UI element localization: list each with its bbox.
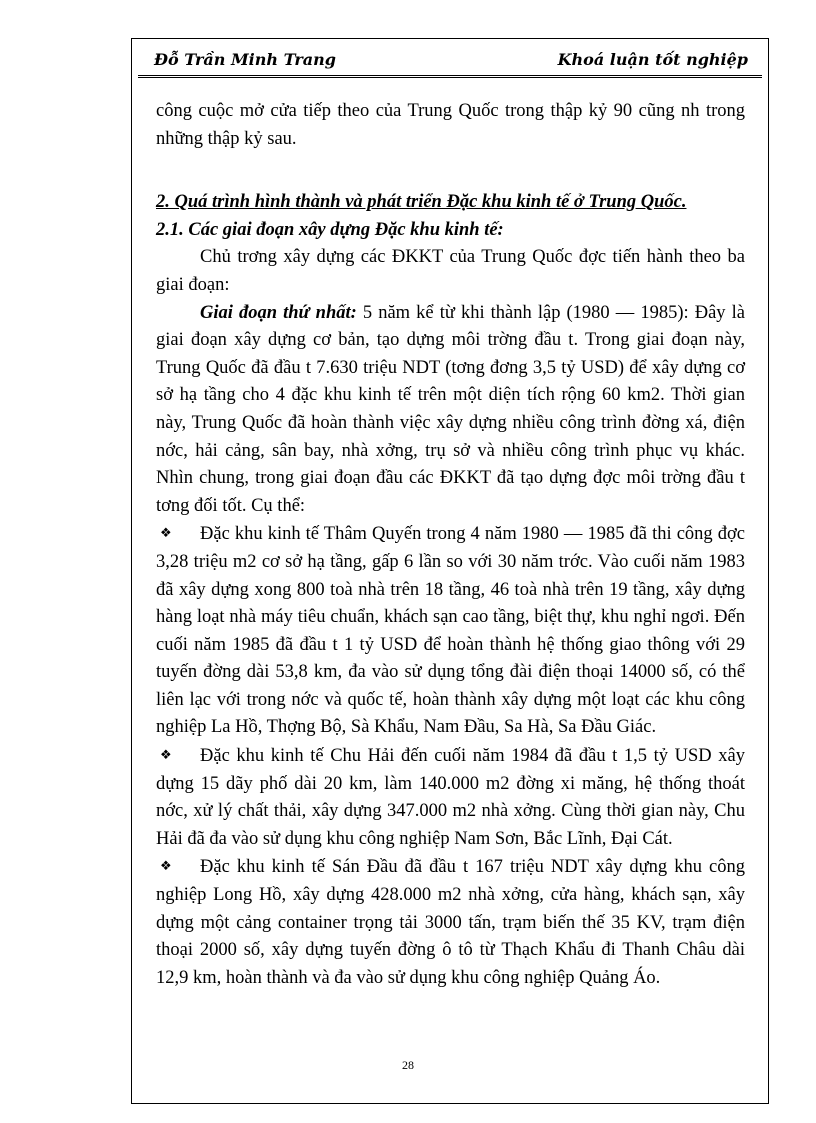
page-header (138, 46, 762, 78)
phase1-label: Giai đoạn thứ nhất: (200, 302, 357, 323)
bullet-text: Đặc khu kinh tế Thâm Quyến trong 4 năm 1980 — 1985 đã thi công đợc 3,28 triệu m2 cơ sở hạ tầng, gấp 6 lần so với 30 năm trớc. Vào cuối năm 1983 đã xây dựng xong 800 toà nhà trên 18 tầng, 46 toà nhà trên 19 tầng, xây dựng hàng loạt nhà máy tiêu chuẩn, khách sạn cao tầng, biệt thự, khu nghỉ ngơi. Đến cuối năm 1985 đã đầu t 1 tỷ USD để hoàn thành hệ thống giao thông với 29 tuyến đờng dài 53,8 km, đa vào sử dụng tổng đài điện thoại 14000 số, có thể liên lạc với trong nớc và quốc tế, hoàn thành xây dựng một loạt các khu công nghiệp La Hồ, Thợng Bộ, Sà Khẩu, Nam Đầu, Sa Hà, Sa Đầu Giác. (156, 524, 745, 738)
bullet-item (156, 742, 745, 853)
header-author: Đỗ Trần Minh Trang (154, 50, 336, 69)
diamond-bullet-icon: ❖ (160, 526, 172, 542)
document-body (156, 98, 745, 992)
section-heading: 2. Quá trình hình thành và phát triển Đặc khu kinh tế ở Trung Quốc. (156, 192, 687, 213)
header-doc-type: Khoá luận tốt nghiệp (557, 50, 748, 69)
bullet-text: Đặc khu kinh tế Chu Hải đến cuối năm 1984 đã đầu t 1,5 tỷ USD xây dựng 15 dãy phố dài 20 km, làm 140.000 m2 đờng xi măng, hệ thống thoát nớc, xử lý chất thải, xây dựng 347.000 m2 nhà xởng. Cùng thời gian này, Chu Hải đã đa vào sử dụng khu công nghiệp Nam Sơn, Bắc Lĩnh, Đại Cát. (156, 746, 745, 849)
bullet-text: Đặc khu kinh tế Sán Đầu đã đầu t 167 triệu NDT xây dựng khu công nghiệp Long Hồ, xây dựng 428.000 m2 nhà xởng, cửa hàng, khách sạn, xây dựng một cảng container trọng tải 3000 tấn, trạm biến thế 35 KV, trạm điện thoại 2000 số, xây dựng tuyến đờng ô tô từ Thạch Khẩu đi Thanh Châu dài 12,9 km, hoàn thành và đa vào sử dụng khu công nghiệp Quảng Áo. (156, 857, 745, 988)
phase1-paragraph (156, 300, 745, 521)
bullet-item (156, 853, 745, 992)
bullet-item (156, 520, 745, 742)
overview-paragraph: Chủ trơng xây dựng các ĐKKT của Trung Quốc đợc tiến hành theo ba giai đoạn: (156, 247, 745, 295)
diamond-bullet-icon: ❖ (160, 748, 172, 764)
diamond-bullet-icon: ❖ (160, 859, 172, 875)
intro-paragraph: công cuộc mở cửa tiếp theo của Trung Quốc trong thập kỷ 90 cũng nh trong những thập kỷ sau. (156, 101, 745, 149)
subsection-heading: 2.1. Các giai đoạn xây dựng Đặc khu kinh tế: (156, 219, 504, 240)
page-number: 28 (402, 1058, 414, 1072)
phase1-text: 5 năm kể từ khi thành lập (1980 — 1985): Đây là giai đoạn xây dựng cơ bản, tạo dựng môi trờng đầu t. Trong giai đoạn này, Trung Quốc đã đầu t 7.630 triệu NDT (tơng đơng 3,5 tỷ USD) để xây dựng cơ sở hạ tầng cho 4 đặc khu kinh tế trên một diện tích rộng 60 km2. Thời gian này, Trung Quốc đã hoàn thành việc xây dựng nhiều công trình đờng xá, điện nớc, hải cảng, sân bay, nhà xởng, trụ sở và nhiều công trình phục vụ khác. Nhìn chung, trong giai đoạn đầu các ĐKKT đã tạo dựng đợc môi trờng đầu t tơng đối tốt. Cụ thể: (156, 302, 745, 516)
